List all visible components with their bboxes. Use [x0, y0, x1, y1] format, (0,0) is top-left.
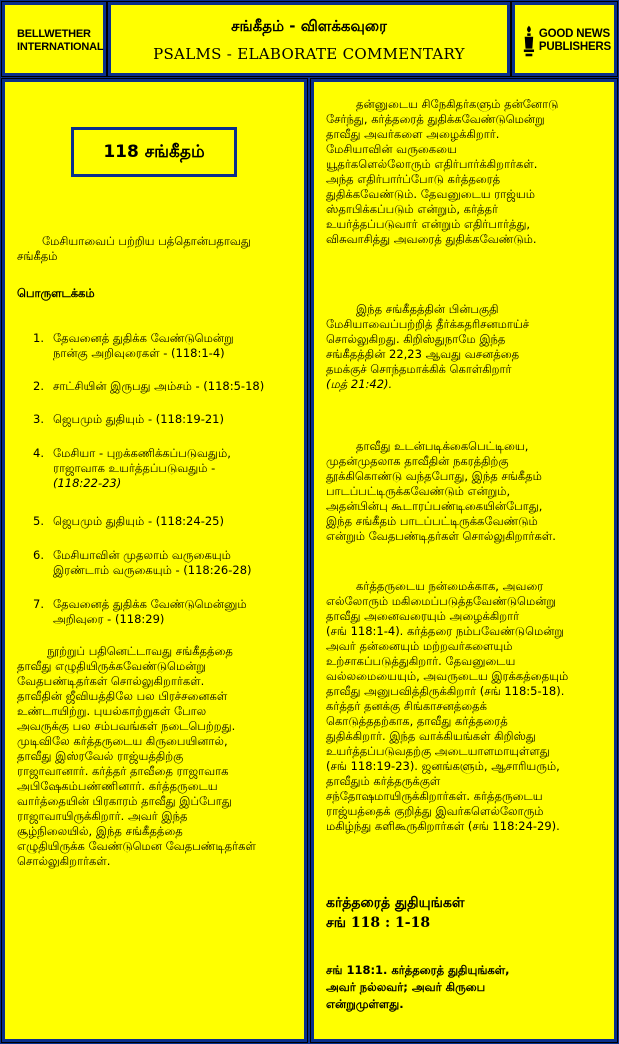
text-line: உண்டாயிற்று. புயல்காற்றுகள் போல: [17, 704, 207, 718]
text-line: முதன்முதலாக தாவீதின் நகரத்திற்கு: [326, 454, 509, 468]
text-line: மகிழ்ந்து களிகூருகிறார்கள் (சங் 118:24-29).: [326, 819, 560, 833]
text-line: நூற்றுப் பதினெட்டாவது சங்கீதத்தை: [47, 644, 233, 658]
lamp-icon: [523, 20, 535, 62]
toc-item-7: [33, 597, 299, 627]
section-heading: கர்த்தரைத் துதியுங்கள்: [326, 895, 465, 911]
header-title-box: [108, 2, 510, 76]
contents-heading: பொருளடக்கம்: [17, 286, 95, 300]
text-line: அதன்பின்பு கூடாரப்பண்டிகையின்போது,: [326, 499, 543, 513]
toc-line: தேவனைத் துதிக்க வேண்டுமென்னும்: [53, 597, 247, 611]
right-paragraph-2: [326, 302, 610, 392]
text-line: கர்த்தருடைய நன்மைக்காக, அவரை: [356, 579, 544, 593]
text-line: அந்த எதிர்பார்ப்போடு கர்த்தரைத்: [326, 172, 501, 186]
text-line: அவருக்கு பல சம்பவங்கள் நடைபெற்றது.: [17, 719, 236, 733]
text-line: தாவீது இஸ்ரவேல் ராஜ்யத்திற்கு: [17, 749, 184, 763]
left-column: [2, 79, 307, 1042]
logo-line2: PUBLISHERS: [538, 41, 611, 53]
toc-item-6: [33, 548, 299, 578]
right-paragraph-4: [326, 579, 610, 834]
intro-text: [17, 234, 300, 264]
section-reference: சங் 118 : 1-18: [326, 915, 431, 931]
text-line: தாவீது அனுபவித்திருக்கிறார் (சங் 118:5-18).: [326, 684, 565, 698]
text-line: உயர்த்தப்படுவார் என்றும் எதிர்பார்த்து,: [326, 217, 531, 231]
text-line: சந்தோஷமாயிருக்கிறார்கள். கர்த்தருடைய: [326, 789, 543, 803]
text-line: தாவீதும் கர்த்தருக்குள்: [326, 774, 441, 788]
logo-line1: GOOD NEWS: [538, 28, 610, 40]
text-line: சங் 118:1. கர்த்தரைத் துதியுங்கள்,: [326, 963, 510, 977]
intro-line: மேசியாவைப் பற்றிய பத்தொன்பதாவது: [42, 234, 251, 248]
verse-text: [326, 962, 610, 1013]
page-title-tamil: சங்கீதம் - விளக்கவுரை: [231, 17, 387, 35]
text-line: தமக்குச் சொந்தமாக்கிக் கொள்கிறார்: [326, 362, 512, 376]
text-line: துதிக்கவேண்டும். தேவனுடைய ராஜ்யம்: [326, 187, 535, 201]
toc-item-4: [33, 446, 299, 491]
text-line: ராஜாவாயிருக்கிறார். அவர் இந்த: [17, 809, 188, 823]
text-line: வார்த்தையின் பிரகாரம் தாவீது இப்போது: [17, 794, 232, 808]
text-line: என்றும் வேதபண்டிதர்கள் சொல்லுகிறார்கள்.: [326, 529, 556, 543]
toc-number: 3.: [33, 412, 44, 426]
page-title-english: PSALMS - ELABORATE COMMENTARY: [153, 45, 465, 63]
toc-item-3: [33, 412, 299, 427]
text-line: சொல்லுகிறது. கிறிஸ்துநாமே இந்த: [326, 332, 506, 346]
bellwether-logo: [13, 17, 104, 65]
text-line: தாவீதின் ஜீவியத்திலே பல பிரச்சனைகள்: [17, 689, 228, 703]
text-line: முடிவிலே கர்த்தருடைய கிருபையினால்,: [17, 734, 228, 748]
text-line: சேர்ந்து, கர்த்தரைத் துதிக்கவேண்டுமென்று: [326, 112, 545, 126]
text-line: ராஜாவானார். கர்த்தர் தாவீதை ராஜாவாக: [17, 764, 229, 778]
toc-item-5: [33, 514, 299, 529]
psalm-title-box: [71, 127, 237, 177]
toc-item-2: [33, 379, 299, 394]
text-line: அபிஷேகம்பண்ணினார். கர்த்தருடைய: [17, 779, 218, 793]
toc-line: ஜெபமும் துதியும் - (118:24-25): [53, 514, 224, 528]
right-column: [311, 79, 617, 1042]
text-line: சங்கீதத்தின் 22,23 ஆவது வசனத்தை: [326, 347, 520, 361]
text-line: துதிக்கிறார். இந்த வாக்கியங்கள் கிறிஸ்து: [326, 729, 536, 743]
text-line: உற்சாகப்படுத்துகிறார். தேவனுடைய: [326, 654, 516, 668]
text-line: விசுவாசித்து அவரைத் துதிக்கவேண்டும்.: [326, 232, 537, 246]
toc-number: 5.: [33, 514, 44, 528]
good-news-logo: [523, 17, 611, 65]
right-paragraph-1: [326, 97, 610, 247]
toc-line: மேசியா - புறக்கணிக்கப்படுவதும்,: [53, 446, 231, 460]
toc-line: நான்கு அறிவுரைகள் - (118:1-4): [53, 346, 225, 360]
header-left-logo-box: [2, 2, 106, 76]
logo-line2: INTERNATIONAL: [17, 41, 104, 53]
left-paragraph: [17, 644, 300, 869]
intro-line: சங்கீதம்: [17, 249, 58, 263]
toc-item-1: [33, 331, 299, 361]
text-line: இந்த சங்கீதம் பாடப்பட்டிருக்கவேண்டும்: [326, 514, 538, 528]
toc-number: 7.: [33, 597, 44, 611]
text-line: என்றுமுள்ளது.: [326, 997, 404, 1011]
text-line: கர்த்தர் தனக்கு சிங்காசனத்தைக்: [326, 699, 487, 713]
toc-line: ஜெபமும் துதியும் - (118:19-21): [53, 412, 224, 426]
toc-line: இரண்டாம் வருகையும் - (118:26-28): [53, 563, 252, 577]
text-line: வல்லமையையும், அவருடைய இரக்கத்தையும்: [326, 669, 569, 683]
text-line: ராஜ்யத்தைக் குறித்து இவர்களெல்லோரும்: [326, 804, 544, 818]
text-line: ஸ்தாபிக்கப்படும் என்றும், கர்த்தர்: [326, 202, 499, 216]
text-line: தாவீது எழுதியிருக்கவேண்டுமென்று: [17, 659, 207, 673]
toc-line: தேவனைத் துதிக்க வேண்டுமென்று: [53, 331, 234, 345]
toc-number: 2.: [33, 379, 44, 393]
text-line: தாவீது உடன்படிக்கைபெட்டியை,: [356, 439, 529, 453]
header-right-logo-box: [512, 2, 617, 76]
text-line: மேசியாவின் வருகையை: [326, 142, 457, 156]
text-line: யூதர்களெல்லோரும் எதிர்பார்க்கிறார்கள்.: [326, 157, 538, 171]
text-line: கொடுத்ததற்காக, தாவீது கர்த்தரைத்: [326, 714, 508, 728]
toc-line: அறிவுரை - (118:29): [53, 612, 165, 626]
toc-number: 1.: [33, 331, 44, 345]
text-line: தூக்கிகொண்டு வந்தபோது, இந்த சங்கீதம்: [326, 469, 542, 483]
text-line: அவர் தன்னையும் மற்றவர்களையும்: [326, 639, 513, 653]
toc-line: ராஜாவாக உயர்த்தப்படுவதும் -: [53, 461, 216, 475]
text-line: (மத் 21:42).: [326, 377, 393, 391]
text-line: தாவீது அனைவரையும் அழைக்கிறார்: [326, 609, 520, 623]
text-line: அவர் நல்லவர்; அவர் கிருபை: [326, 980, 486, 994]
text-line: சூழ்நிலையில், இந்த சங்கீதத்தை: [17, 824, 183, 838]
text-line: உயர்த்தப்படுவதற்கு அடையாளமாயுள்ளது: [326, 744, 550, 758]
toc-line: (118:22-23): [53, 476, 122, 490]
psalm-title: 118 சங்கீதம்: [103, 142, 205, 162]
text-line: (சங் 118:19-23). ஜனங்களும், ஆசாரியரும்,: [326, 759, 560, 773]
text-line: மேசியாவைப்பற்றித் தீர்க்கதரிசனமாய்ச்: [326, 317, 530, 331]
text-line: (சங் 118:1-4). கர்த்தரை நம்பவேண்டுமென்று: [326, 624, 565, 638]
text-line: எல்லோரும் மகிமைப்படுத்தவேண்டுமென்று: [326, 594, 557, 608]
toc-number: 6.: [33, 548, 44, 562]
toc-line: மேசியாவின் முதலாம் வருகையும்: [53, 548, 231, 562]
text-line: இந்த சங்கீதத்தின் பின்பகுதி: [356, 302, 499, 316]
toc-line: சாட்சியின் இருபது அம்சம் - (118:5-18): [53, 379, 265, 393]
text-line: பாடப்பட்டிருக்கவேண்டும் என்றும்,: [326, 484, 511, 498]
text-line: தன்னுடைய சிநேகிதர்களும் தன்னோடு: [356, 97, 559, 111]
text-line: சொல்லுகிறார்கள்.: [17, 854, 111, 868]
logo-line1: BELLWETHER: [17, 28, 91, 40]
text-line: தாவீது அவர்களை அழைக்கிறார்.: [326, 127, 500, 141]
toc-number: 4.: [33, 446, 44, 460]
text-line: வேதபண்டிதர்கள் சொல்லுகிறார்கள்.: [17, 674, 205, 688]
right-paragraph-3: [326, 439, 610, 544]
text-line: எழுதியிருக்க வேண்டுமென வேதபண்டிதர்கள்: [17, 839, 256, 853]
